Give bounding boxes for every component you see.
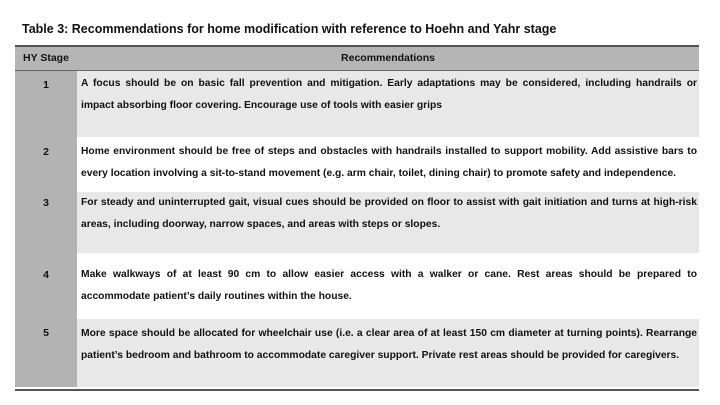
row-recommendation: Make walkways of at least 90 cm to allow easier access with a walker or cane. Rest areas should be prepared to accommodate patient’s daily routines within the house. (81, 269, 697, 302)
row-stage: 1 (15, 71, 77, 137)
row-stage: 2 (15, 137, 77, 192)
row-recommendation: For steady and uninterrupted gait, visual cues should be provided on floor to assist with gait initiation and turns at high-risk areas, including doorway, narrow spaces, and areas with steps or slopes. (81, 197, 697, 230)
recommendations-table (15, 45, 699, 391)
row-stage: 5 (15, 319, 77, 387)
table-row (15, 71, 699, 137)
table-row (15, 319, 699, 387)
header-recommendations: Recommendations (341, 52, 435, 64)
row-stage: 3 (15, 192, 77, 253)
table-header (15, 47, 699, 71)
table-row (15, 192, 699, 253)
table-row (15, 137, 699, 192)
row-stage: 4 (15, 253, 77, 319)
row-recommendation: A focus should be on basic fall prevention and mitigation. Early adaptations may be considered, including handrails or impact absorbing floor covering. Encourage use of tools with easier grips (81, 78, 697, 111)
header-hy-stage: HY Stage (23, 52, 69, 64)
table-row (15, 253, 699, 319)
row-recommendation: Home environment should be free of steps and obstacles with handrails installed to support mobility. Add assistive bars to every location involving a sit-to-stand movement (e.g. arm chair, toilet, dining chair) to promote safety and independence. (81, 146, 697, 179)
row-recommendation: More space should be allocated for wheelchair use (i.e. a clear area of at least 150 cm diameter at turning points). Rearrange patient’s bedroom and bathroom to accommodate caregiver support. Private rest areas should be provided for caregivers. (81, 328, 697, 361)
table-caption: Table 3: Recommendations for home modification with reference to Hoehn and Yahr stage (22, 22, 557, 36)
